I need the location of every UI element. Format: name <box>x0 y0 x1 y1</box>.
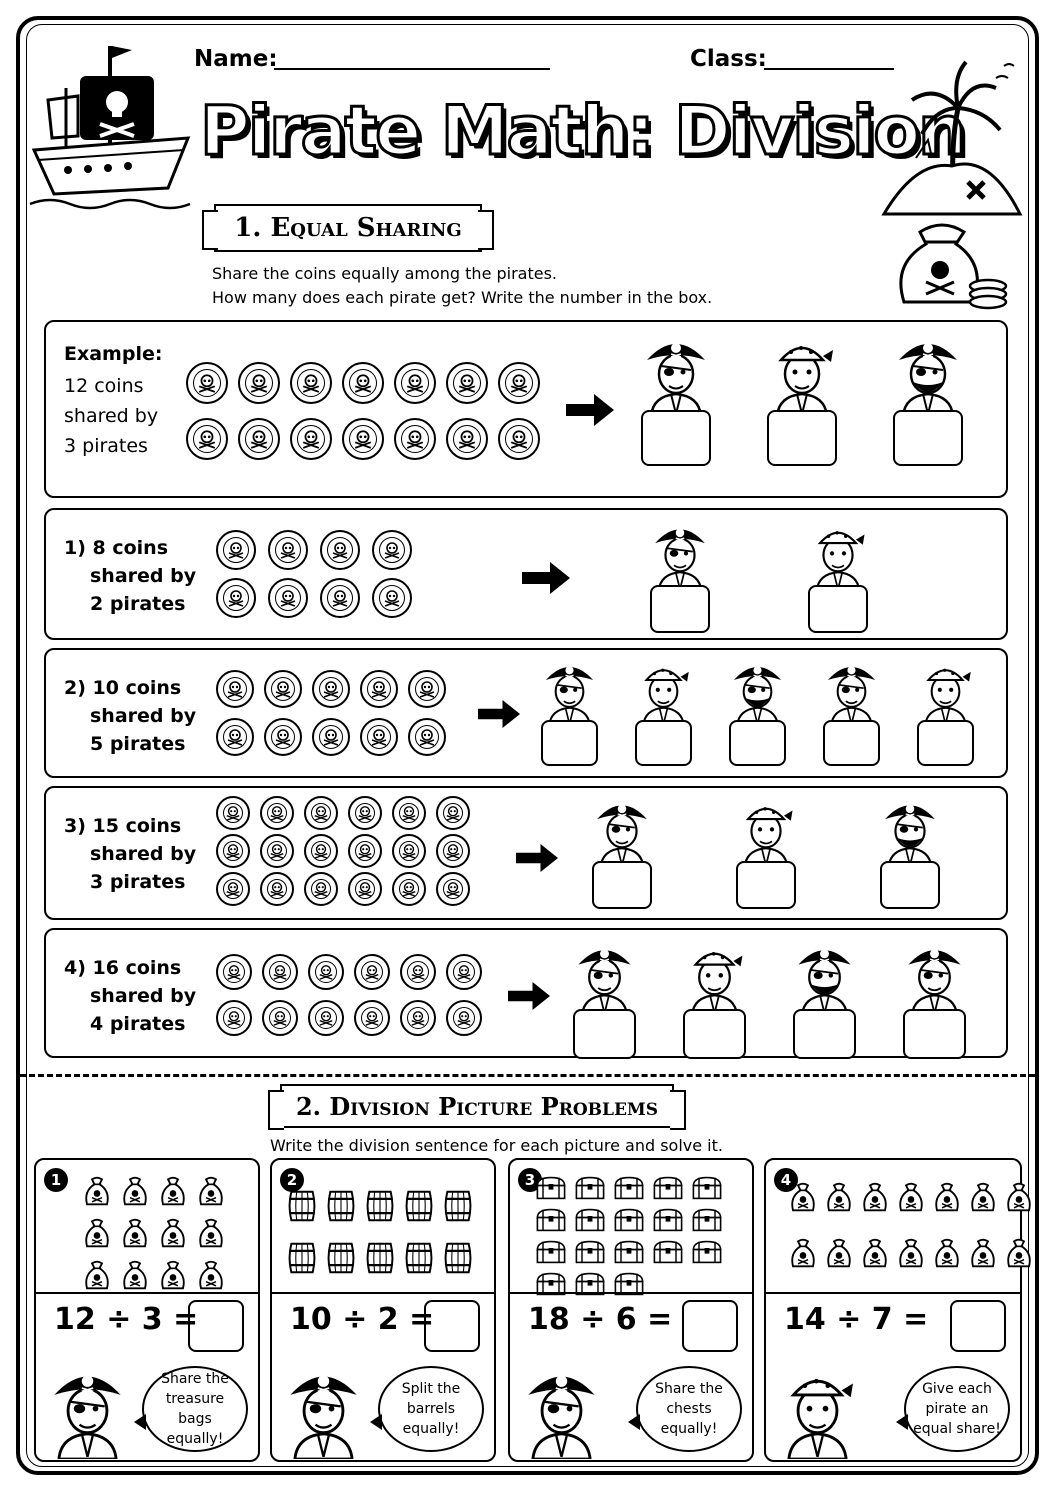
skull-coin-icon <box>342 418 384 460</box>
treasure-bag-icon <box>860 1180 890 1218</box>
answer-box[interactable] <box>682 1300 738 1352</box>
skull-coin-icon <box>308 954 344 990</box>
answer-box[interactable] <box>950 1300 1006 1352</box>
skull-coin-icon <box>360 718 398 756</box>
treasure-bag-icon <box>196 1174 226 1212</box>
problem-4-line3: 4 pirates <box>90 1013 186 1035</box>
treasure-chest-icon <box>573 1176 607 1204</box>
picture-card-2 <box>270 1158 496 1462</box>
skull-coin-icon <box>268 578 308 618</box>
skull-coin-icon <box>372 530 412 570</box>
skull-coin-icon <box>260 834 294 868</box>
treasure-bag-icon <box>896 1180 926 1218</box>
skull-coin-icon <box>262 1000 298 1036</box>
skull-coin-icon <box>436 796 470 830</box>
treasure-chest-icon <box>534 1272 568 1300</box>
problem-row-4 <box>44 928 1008 1058</box>
division-sentence: 18 ÷ 6 = <box>528 1302 673 1337</box>
coin-bag-icon <box>890 214 1014 314</box>
skull-coin-icon <box>372 578 412 618</box>
skull-coin-icon <box>186 362 228 404</box>
problem-3-line2: shared by <box>90 843 197 865</box>
treasure-bag-icon <box>82 1174 112 1212</box>
treasure-chest-icon <box>534 1176 568 1204</box>
pirate-icon <box>772 1356 862 1459</box>
section2-instruction: Write the division sentence for each picture and solve it. <box>270 1136 723 1155</box>
pirate-icon <box>818 652 884 766</box>
treasure-bag-icon <box>968 1180 998 1218</box>
treasure-chest-icon <box>612 1208 646 1236</box>
skull-coin-icon <box>354 954 390 990</box>
problem-3-line3: 3 pirates <box>90 871 186 893</box>
answer-box[interactable] <box>424 1300 480 1352</box>
picture-card-1 <box>34 1158 260 1462</box>
pirate-icon <box>630 652 696 766</box>
treasure-bag-icon <box>82 1216 112 1254</box>
barrel-icon <box>364 1188 396 1228</box>
treasure-chest-icon <box>573 1240 607 1268</box>
treasure-chest-icon <box>534 1240 568 1268</box>
skull-coin-icon <box>304 796 338 830</box>
skull-coin-icon <box>360 670 398 708</box>
treasure-bag-icon <box>932 1180 962 1218</box>
treasure-bag-icon <box>788 1180 818 1218</box>
treasure-bag-icon <box>896 1236 926 1274</box>
answer-box[interactable] <box>793 1009 856 1059</box>
card-number-badge: 3 <box>518 1168 542 1192</box>
skull-coin-icon <box>446 954 482 990</box>
pirate-icon <box>724 652 790 766</box>
treasure-chest-icon <box>690 1208 724 1236</box>
speech-bubble: Share the treasure bags equally! <box>142 1366 248 1452</box>
answer-box[interactable] <box>573 1009 636 1059</box>
answer-box[interactable] <box>808 585 868 633</box>
problem-1-line2: shared by <box>90 565 197 587</box>
skull-coin-icon <box>216 1000 252 1036</box>
skull-coin-icon <box>392 796 426 830</box>
treasure-bag-icon <box>824 1236 854 1274</box>
skull-coin-icon <box>290 418 332 460</box>
treasure-bag-icon <box>158 1258 188 1296</box>
picture-card-4 <box>764 1158 1022 1462</box>
treasure-bag-icon <box>860 1236 890 1274</box>
barrel-icon <box>442 1240 474 1280</box>
barrel-icon <box>403 1240 435 1280</box>
example-coin-grid <box>186 362 540 460</box>
problem-1-coin-grid <box>216 530 412 618</box>
arrow-right-icon <box>522 560 570 596</box>
skull-coin-icon <box>238 418 280 460</box>
skull-coin-icon <box>400 954 436 990</box>
barrel-icon <box>403 1188 435 1228</box>
answer-box[interactable] <box>541 720 598 766</box>
skull-coin-icon <box>262 954 298 990</box>
skull-coin-icon <box>320 530 360 570</box>
skull-coin-icon <box>320 578 360 618</box>
skull-coin-icon <box>264 670 302 708</box>
skull-coin-icon <box>348 872 382 906</box>
card-number-badge: 4 <box>774 1168 798 1192</box>
card-number-badge: 2 <box>280 1168 304 1192</box>
skull-coin-icon <box>354 1000 390 1036</box>
division-sentence: 12 ÷ 3 = <box>54 1302 199 1337</box>
treasure-bag-icon <box>158 1216 188 1254</box>
card-divider <box>766 1292 1020 1294</box>
skull-coin-icon <box>394 418 436 460</box>
skull-coin-icon <box>216 718 254 756</box>
pirate-icon <box>516 1356 606 1459</box>
answer-box[interactable] <box>683 1009 746 1059</box>
skull-coin-icon <box>436 872 470 906</box>
skull-coin-icon <box>216 834 250 868</box>
skull-coin-icon <box>446 362 488 404</box>
skull-coin-icon <box>290 362 332 404</box>
problem-1-line3: 2 pirates <box>90 593 186 615</box>
treasure-bag-icon <box>120 1258 150 1296</box>
card-divider <box>510 1292 752 1294</box>
problem-4-line1: 4) 16 coins <box>64 957 182 979</box>
treasure-bag-icon <box>932 1236 962 1274</box>
treasure-chest-icon <box>690 1176 724 1204</box>
pirate-icon <box>278 1356 368 1459</box>
skull-coin-icon <box>304 872 338 906</box>
treasure-bag-icon <box>120 1216 150 1254</box>
skull-coin-icon <box>260 796 294 830</box>
treasure-chest-icon <box>651 1208 685 1236</box>
pirate-icon <box>42 1356 132 1459</box>
treasure-chest-icon <box>534 1208 568 1236</box>
skull-coin-icon <box>392 872 426 906</box>
skull-coin-icon <box>216 796 250 830</box>
problem-3-line1: 3) 15 coins <box>64 815 182 837</box>
answer-box[interactable] <box>188 1300 244 1352</box>
treasure-chest-icon <box>651 1176 685 1204</box>
pirate-icon <box>762 326 842 466</box>
section1-instruction-2: How many does each pirate get? Write the number in the box. <box>212 288 713 307</box>
answer-box[interactable] <box>641 410 711 466</box>
barrel-icon <box>325 1240 357 1280</box>
class-label: Class: <box>690 46 767 72</box>
picture-items <box>82 1174 226 1296</box>
barrel-icon <box>364 1240 396 1280</box>
skull-coin-icon <box>400 1000 436 1036</box>
pirate-icon <box>678 934 750 1059</box>
section2-banner: 2. Division Picture Problems <box>280 1084 674 1128</box>
problem-row-1 <box>44 508 1008 640</box>
problem-2-line1: 2) 10 coins <box>64 677 182 699</box>
problem-2-line3: 5 pirates <box>90 733 186 755</box>
barrel-icon <box>325 1188 357 1228</box>
treasure-bag-icon <box>1004 1236 1034 1274</box>
picture-items <box>286 1188 474 1280</box>
pirate-icon <box>876 790 944 909</box>
skull-coin-icon <box>216 872 250 906</box>
pirate-icon <box>888 326 968 466</box>
treasure-chest-icon <box>651 1240 685 1268</box>
skull-coin-icon <box>260 872 294 906</box>
skull-coin-icon <box>436 834 470 868</box>
treasure-bag-icon <box>1004 1180 1034 1218</box>
problem-3-coin-grid <box>216 796 470 906</box>
pirate-icon <box>788 934 860 1059</box>
pirate-icon <box>636 326 716 466</box>
pirate-icon <box>646 514 714 633</box>
card-number-badge: 1 <box>44 1168 68 1192</box>
problem-row-3 <box>44 786 1008 920</box>
treasure-island-icon <box>876 48 1026 228</box>
treasure-bag-icon <box>158 1174 188 1212</box>
speech-bubble: Give each pirate an equal share! <box>904 1366 1010 1452</box>
barrel-icon <box>286 1240 318 1280</box>
skull-coin-icon <box>312 718 350 756</box>
pirate-icon <box>588 790 656 909</box>
pirate-ship-icon <box>28 38 193 218</box>
picture-items <box>534 1176 724 1300</box>
division-sentence: 10 ÷ 2 = <box>290 1302 435 1337</box>
pirate-icon <box>536 652 602 766</box>
answer-box[interactable] <box>729 720 786 766</box>
picture-items <box>788 1180 1034 1274</box>
pirate-icon <box>732 790 800 909</box>
answer-box[interactable] <box>903 1009 966 1059</box>
problem-4-line2: shared by <box>90 985 197 1007</box>
skull-coin-icon <box>394 362 436 404</box>
treasure-bag-icon <box>788 1236 818 1274</box>
skull-coin-icon <box>216 954 252 990</box>
barrel-icon <box>286 1188 318 1228</box>
answer-box[interactable] <box>893 410 963 466</box>
answer-box[interactable] <box>823 720 880 766</box>
skull-coin-icon <box>264 718 302 756</box>
treasure-chest-icon <box>573 1272 607 1300</box>
card-divider <box>36 1292 258 1294</box>
card-divider <box>272 1292 494 1294</box>
skull-coin-icon <box>392 834 426 868</box>
answer-box[interactable] <box>736 861 796 909</box>
treasure-chest-icon <box>612 1176 646 1204</box>
skull-coin-icon <box>348 834 382 868</box>
example-line2: shared by <box>64 405 159 427</box>
name-field[interactable] <box>274 68 550 70</box>
skull-coin-icon <box>268 530 308 570</box>
example-line1: 12 coins <box>64 375 144 397</box>
speech-bubble: Split the barrels equally! <box>378 1366 484 1452</box>
answer-box[interactable] <box>880 861 940 909</box>
example-line3: 3 pirates <box>64 435 148 457</box>
section-divider <box>20 1074 1035 1077</box>
treasure-bag-icon <box>120 1174 150 1212</box>
problem-1-line1: 1) 8 coins <box>64 537 169 559</box>
treasure-chest-icon <box>612 1240 646 1268</box>
arrow-right-icon <box>478 698 520 730</box>
skull-coin-icon <box>446 418 488 460</box>
section1-instruction-1: Share the coins equally among the pirates. <box>212 264 558 283</box>
speech-bubble: Share the chests equally! <box>636 1366 742 1452</box>
division-sentence: 14 ÷ 7 = <box>784 1302 929 1337</box>
skull-coin-icon <box>312 670 350 708</box>
skull-coin-icon <box>216 670 254 708</box>
skull-coin-icon <box>216 530 256 570</box>
answer-box[interactable] <box>767 410 837 466</box>
barrel-icon <box>442 1188 474 1228</box>
name-label: Name: <box>194 46 278 72</box>
problem-4-coin-grid <box>216 954 482 1036</box>
pirate-icon <box>912 652 978 766</box>
arrow-right-icon <box>516 842 558 874</box>
skull-coin-icon <box>216 578 256 618</box>
pirate-icon <box>898 934 970 1059</box>
treasure-chest-icon <box>573 1208 607 1236</box>
answer-box[interactable] <box>635 720 692 766</box>
problem-row-2 <box>44 648 1008 778</box>
treasure-chest-icon <box>690 1240 724 1268</box>
example-heading: Example: <box>64 343 163 365</box>
skull-coin-icon <box>498 418 540 460</box>
skull-coin-icon <box>408 670 446 708</box>
treasure-chest-icon <box>612 1272 646 1300</box>
skull-coin-icon <box>238 362 280 404</box>
skull-coin-icon <box>446 1000 482 1036</box>
answer-box[interactable] <box>650 585 710 633</box>
problem-2-coin-grid <box>216 670 446 756</box>
pirate-icon <box>568 934 640 1059</box>
arrow-right-icon <box>566 392 614 428</box>
treasure-bag-icon <box>196 1216 226 1254</box>
treasure-bag-icon <box>196 1258 226 1296</box>
skull-coin-icon <box>304 834 338 868</box>
arrow-right-icon <box>508 980 550 1012</box>
skull-coin-icon <box>308 1000 344 1036</box>
answer-box[interactable] <box>917 720 974 766</box>
treasure-bag-icon <box>824 1180 854 1218</box>
skull-coin-icon <box>348 796 382 830</box>
treasure-bag-icon <box>968 1236 998 1274</box>
pirate-icon <box>804 514 872 633</box>
picture-card-3 <box>508 1158 754 1462</box>
section1-banner: 1. Equal Sharing <box>214 204 482 252</box>
skull-coin-icon <box>498 362 540 404</box>
example-row <box>44 320 1008 498</box>
skull-coin-icon <box>408 718 446 756</box>
class-field[interactable] <box>764 68 894 70</box>
skull-coin-icon <box>342 362 384 404</box>
problem-2-line2: shared by <box>90 705 197 727</box>
treasure-bag-icon <box>82 1258 112 1296</box>
skull-coin-icon <box>186 418 228 460</box>
answer-box[interactable] <box>592 861 652 909</box>
page-title: Pirate Math: Division <box>200 92 965 171</box>
